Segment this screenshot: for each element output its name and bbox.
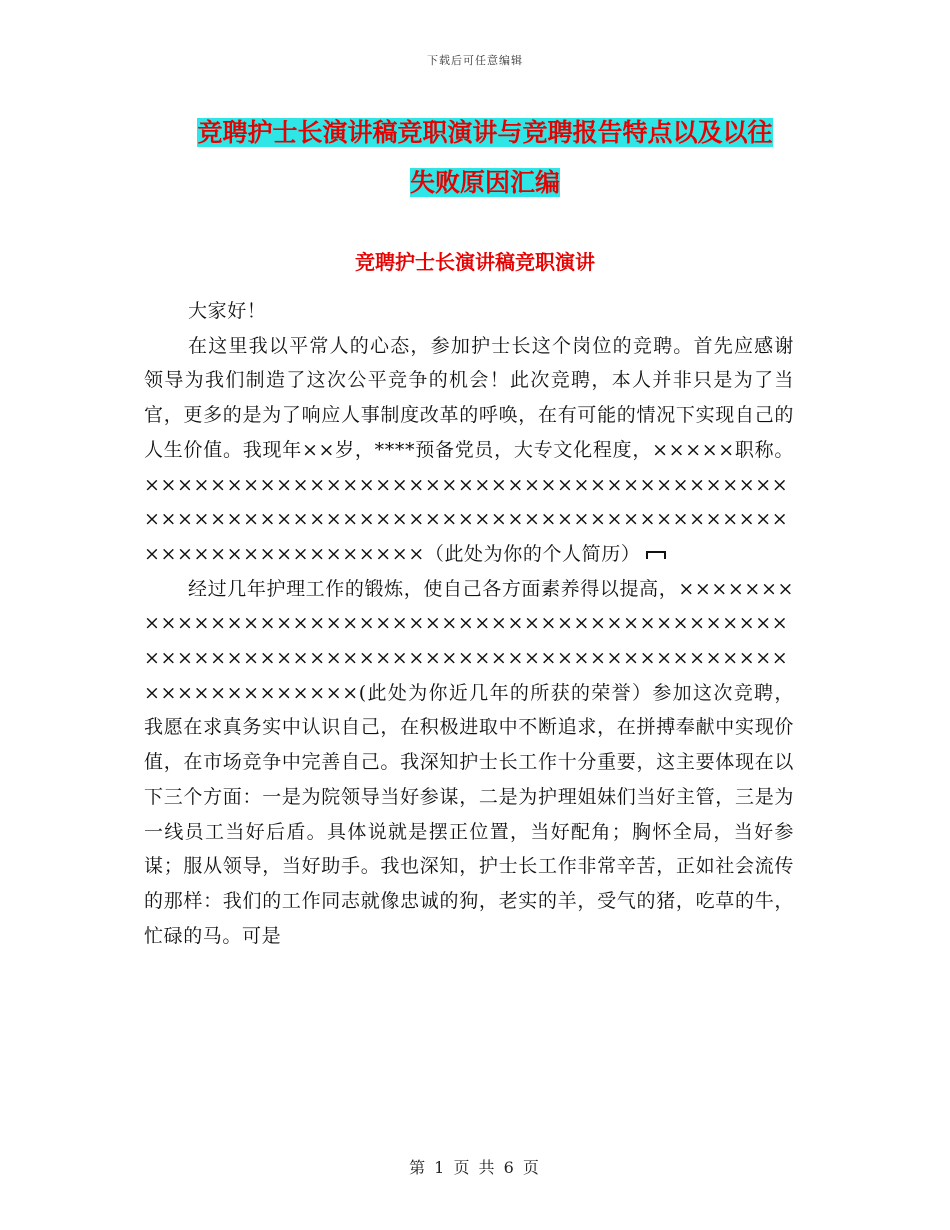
document-title-line-2: 失败原因汇编 — [409, 168, 560, 197]
paragraph-1-text: 在这里我以平常人的心态，参加护士长这个岗位的竞聘。首先应感谢领导为我们制造了这次公平竞争的机会！此次竞聘，本人并非只是为了当官，更多的是为了响应人事制度改革的呼唤，在有可能的情况下实现自己的人生价值。我现年××岁，****预备党员，大专文化程度，×××××职称。×××××××××××××××××××××××××××××××××××××××××××××××××××××××××××××××××××××××××××××××××××××××××××××××（此处为你的个人简历） — [144, 334, 794, 565]
page-footer: 第 1 页 共 6 页 — [409, 1158, 541, 1177]
section-heading: 竞聘护士长演讲稿竞职演讲 — [355, 250, 595, 274]
paragraph-mark-icon — [646, 551, 666, 559]
paragraph-1 — [144, 329, 794, 572]
page-header: 下载后可任意编辑 — [427, 54, 523, 67]
document-title — [140, 108, 830, 208]
greeting-paragraph: 大家好！ — [188, 300, 267, 322]
paragraph-2: 经过几年护理工作的锻炼，使自己各方面素养得以提高，××××××××××××××××××××××××××××××××××××××××××××××××××××××××××××××××××××××××××××××××××××××××××××××××××(此处为你近几年的所获的荣誉）参加这次竞聘，我愿在求真务实中认识自己，在积极进取中不断追求，在拼搏奉献中实现价值，在市场竞争中完善自己。我深知护士长工作十分重要，这主要体现在以下三个方面：一是为院领导当好参谋，二是为护理姐妹们当好主管，三是为一线员工当好后盾。具体说就是摆正位置，当好配角；胸怀全局，当好参谋；服从领导，当好助手。我也深知，护士长工作非常辛苦，正如社会流传的那样：我们的工作同志就像忠诚的狗，老实的羊，受气的猪，吃草的牛，忙碌的马。可是 — [144, 577, 794, 947]
document-title-line-1: 竞聘护士长演讲稿竞职演讲与竞聘报告特点以及以往 — [197, 118, 773, 147]
document-body — [144, 294, 794, 953]
